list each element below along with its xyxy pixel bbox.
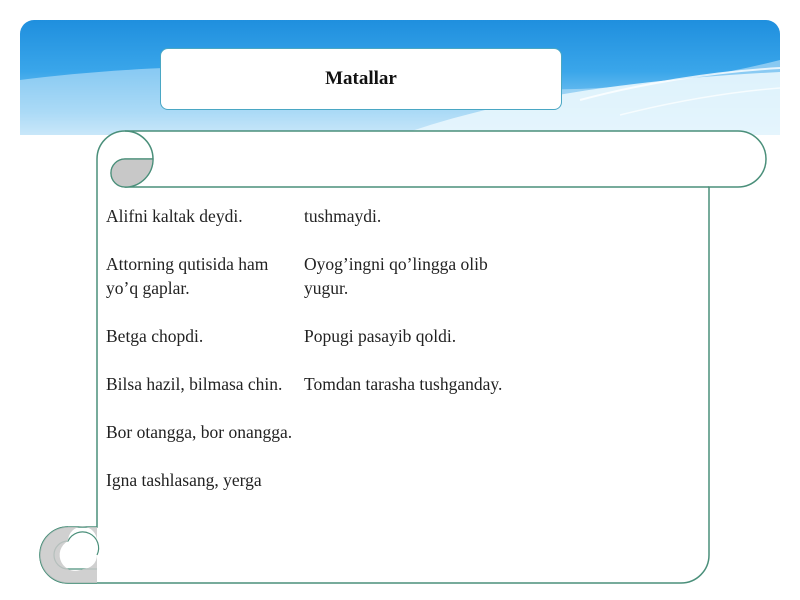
proverb-item: Bor otangga, bor onangga.: [106, 422, 293, 442]
proverb-item: Bilsa hazil, bilmasa chin.: [106, 374, 283, 394]
proverb-item: Attorning qutisida ham yo’q gaplar.: [106, 254, 269, 298]
proverb-item: tushmaydi.: [304, 206, 382, 226]
proverb-item: Tomdan tarasha tushganday.: [304, 374, 503, 394]
proverb-item: Alifni kaltak deydi.: [106, 206, 243, 226]
title-box: [160, 48, 562, 110]
left-column: [106, 204, 296, 516]
right-column: [304, 204, 504, 420]
proverb-item: Betga chopdi.: [106, 326, 204, 346]
slide-title: Matallar: [325, 68, 397, 89]
proverb-item: Popugi pasayib qoldi.: [304, 326, 457, 346]
proverb-item: Oyog’ingni qo’lingga olib yugur.: [304, 254, 488, 298]
proverb-item: Igna tashlasang, yerga: [106, 470, 262, 490]
